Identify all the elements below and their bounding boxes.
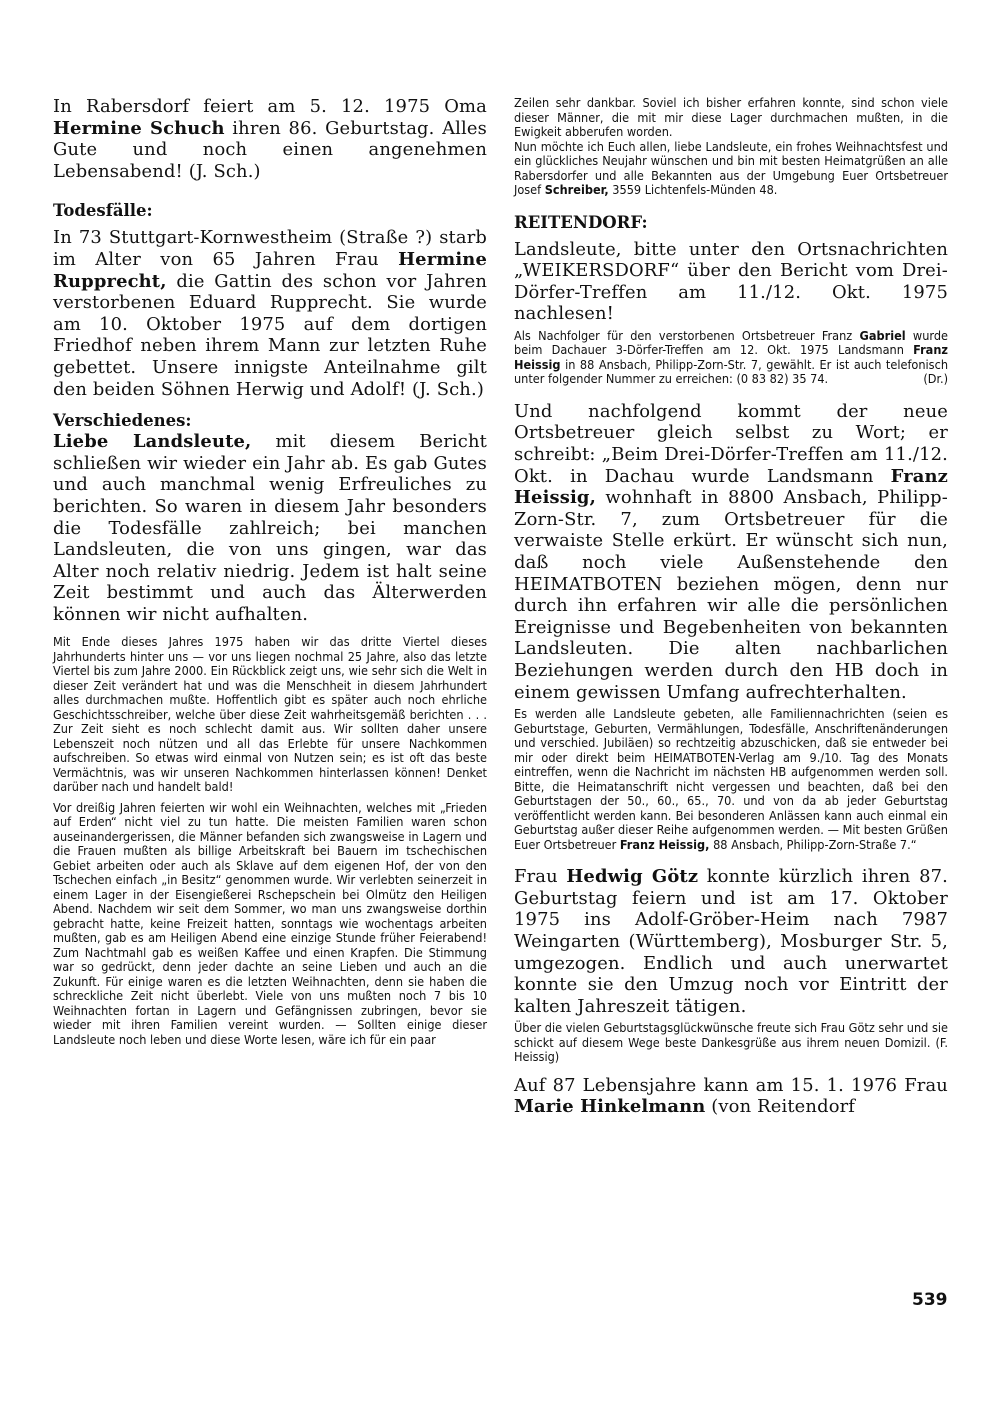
birthday-notice-schuch: [53, 96, 487, 182]
notice-text: Und nachfolgend kommt der neue Ortsbetreuer gleich selbst zu Wort; er schreibt: „Beim Drei-Dörfer-Treffen am 11./12. Okt. in Dachau wurde Landsmann: [514, 400, 948, 487]
letter-continuation: Zeilen sehr dankbar. Soviel ich bisher erfahren konnte, sind schon viele dieser Männer, die mit mir diese Lager durchmachen mußten, in die Ewigkeit abberufen worden.: [514, 95, 948, 139]
notice-text: wurde beim Dachauer 3-Dörfer-Treffen am 12. Okt. 1975 Landsmann: [514, 327, 948, 358]
birthday-notice-goetz: [514, 866, 948, 1017]
notice-text: ihren 86. Geburtstag. Alles Gute und noch einen angenehmen Lebensabend! (J. Sch.): [53, 117, 487, 182]
notice-text: Nun möchte ich Euch allen, liebe Landsleute, ein frohes Weihnachtsfest und ein glückliches Neujahr wünschen und bin mit besten Heimatgrüßen an alle Rabersdorfer und alle Bekannten aus der Umgebung Euer Ortsbetreuer Josef: [514, 138, 948, 197]
notice-text: wohnhaft in 8800 Ansbach, Philipp-Zorn-Str. 7, zum Ortsbetreuer für die verwaiste Stelle erkürt. Er wünscht sich nun, daß noch viele Außenstehende den HEIMATBOTEN beziehen mögen, denn nur durch ihn erfahren wir alle die persönlichen Ereignisse und Begebenheiten von bekannten Landsleuten. Die alten nachbarlichen Beziehungen werden durch den HB doch in einem gewissen Umfang aufrechterhalten.: [514, 487, 948, 703]
person-name: Gabriel: [859, 327, 906, 343]
letter-reflection: Mit Ende dieses Jahres 1975 haben wir das dritte Viertel dieses Jahrhunderts hinter uns — vor uns liegen nochmal 25 Jahre, also das letzte Viertel bis zum Jahre 2000. Ein Rückblick zeigt uns, wie sehr sich die Welt in dieser Zeit verändert hat und was die Menschheit in diesem Jahrhundert alles durchmachen mußte. Hoffentlich gibt es später auch noch ehrliche Geschichtsschreiber, welche über diese Zeit wahrheitsgemäß berichten . . . Zur Zeit sieht es noch schlecht damit aus. Wir sollten daher unsere Lebenszeit noch nützen und all das Erlebte für unsere Nachkommen aufschreiben. So etwas wird einmal von Nutzen sein; es ist oft das beste Vermächtnis, was wir unseren Nachkommen hinterlassen können! Denket darüber nach und handelt bald!: [53, 634, 487, 795]
person-name: Marie Hinkelmann: [514, 1096, 706, 1118]
death-notice-rupprecht: [53, 227, 487, 400]
family-news-request: [514, 707, 948, 852]
letter-text: mit diesem Bericht schließen wir wieder ein Jahr ab. Es gab Gutes und auch manchmal wenig Erfreuliches zu berichten. So waren in diesem Jahr besonders die Todesfälle zahlreich; bei manchen Landsleuten, die von uns gingen, war das Alter noch relativ niedrig. Jedem ist halt seine Zeit bestimmt und auch das Älterwerden können wir nicht aufhalten.: [53, 431, 487, 625]
person-name: Hermine Schuch: [53, 117, 225, 139]
notice-text: Als Nachfolger für den verstorbenen Ortsbetreuer Franz: [514, 327, 860, 343]
section-heading-todesfaelle: Todesfälle:: [53, 201, 153, 221]
right-column: [514, 96, 948, 1118]
author-signature: (Dr.): [923, 371, 948, 387]
notice-text: 88 Ansbach, Philipp-Zorn-Straße 7.“: [709, 836, 917, 852]
letter-closing: [514, 140, 948, 198]
person-name: Hermine Rupprecht,: [53, 248, 487, 292]
letter-memory: Vor dreißig Jahren feierten wir wohl ein Weihnachten, welches mit „Frieden auf Erden“ nicht viel zu tun hatte. Die meisten Familien waren schon auseinandergerissen, die Männer befanden sich zwangsweise in Lagern und die Frauen mußten als billige Arbeitskraft bei Bauern im tschechischen Gebiet arbeiten oder auch als Sklave auf dem eigenen Hof, der von den Tschechen einfach „in Besitz“ genommen wurde. Wir verlebten seinerzeit in einem Lager in der Eisengießerei Rschepschein bei Olmütz den Heiligen Abend. Nachdem wir seit dem Sommer, wo man uns zwangsweise dorthin gebracht hatte, keine Freizeit hatten, sonntags wie wochentags arbeiten mußten, gab es am Heiligen Abend eine einzige Stunde früher Feierabend! Zum Nachtmahl gab es weißen Kaffee und einen Krapfen. Die Stimmung war so gedrückt, denn jeder dachte an seine Lieben und auch an die Zukunft. Für einige waren es die letzten Weihnachten, denn sie haben die schreckliche Zeit nicht überlebt. Viele von uns mußten noch 7 bis 10 Weihnachten fortan in Lagern und Gefängnissen zubringen, bevor sie wieder mit ihren Familien vereint wurden. — Sollten einige dieser Landsleute noch leben und diese Worte lesen, wäre ich für ein paar: [53, 799, 487, 1047]
salutation: Liebe Landsleute,: [53, 431, 252, 453]
notice-text: in 88 Ansbach, Philipp-Zorn-Str. 7, gewählt. Er ist auch telefonisch unter folgender Nummer zu erreichen: (0 83 82) 35 74.: [514, 356, 948, 387]
birthday-notice-hinkelmann: [514, 1075, 948, 1118]
notice-text: 3559 Lichtenfels-Münden 48.: [608, 182, 778, 197]
caretaker-statement: [514, 401, 948, 703]
person-name: Franz Heissig,: [619, 836, 710, 852]
thanks-notice-goetz: Über die vielen Geburtstagsglückwünsche freute sich Frau Götz sehr und sie schickt auf diesem Wege beste Dankesgrüße aus ihrem neuen Domizil. (F. Heissig): [514, 1020, 948, 1065]
notice-text: Es werden alle Landsleute gebeten, alle Familiennachrichten (seien es Geburtstage, Geburten, Vermählungen, Todesfälle, Anschriftenänderungen und verschied. Jubiläen) so rechtzeitig abzuschicken, daß sie entweder bei mir oder direkt beim HEIMATBOTEN-Verlag am 9./10. Tag des Monats eintreffen, wenn die Nachricht im nächsten HB aufgenommen werden soll. Bitte, die Heimatanschrift nicht vergessen und beachten, daß bei den Geburtstagen der 50., 60., 65., 70. und von da ab jeder Geburtstag veröffentlicht werden kann. Bei besonderen Anlässen kann auch einmal ein Geburtstag außer dieser Reihe aufgenommen werden. — Mit besten Grüßen Euer Ortsbetreuer: [514, 706, 948, 852]
notice-text: Frau: [514, 866, 567, 888]
reitendorf-reference: Landsleute, bitte unter den Ortsnachrichten „WEIKERSDORF“ über den Bericht vom Drei-Dörfer-Treffen am 11./12. Okt. 1975 nachlesen!: [514, 238, 948, 325]
page-number: 539: [912, 1290, 948, 1310]
notice-text: konnte kürzlich ihren 87. Geburtstag feiern und ist am 17. Oktober 1975 ins Adolf-Gröber-Heim nach 7987 Weingarten (Württemberg), Mosburger Str. 5, umgezogen. Endlich und auch unerwartet konnte sie den Umzug noch vor Eintritt der kalten Jahreszeit tätigen.: [514, 866, 948, 1017]
section-heading-verschiedenes: Verschiedenes:: [53, 411, 192, 431]
section-heading-reitendorf: REITENDORF:: [514, 212, 648, 232]
letter-intro: [53, 431, 487, 625]
notice-text: In Rabersdorf feiert am 5. 12. 1975 Oma: [53, 96, 487, 117]
person-name: Hedwig Götz: [566, 866, 699, 888]
new-caretaker-notice: [514, 329, 948, 387]
notice-text: die Gattin des schon vor Jahren verstorbenen Eduard Rupprecht. Sie wurde am 10. Oktober 1975 auf dem dortigen Friedhof neben ihrem Mann zur letzten Ruhe gebettet. Unsere innigste Anteilnahme gilt den beiden Söhnen Herwig und Adolf! (J. Sch.): [53, 270, 487, 400]
person-name: Franz Heissig: [514, 342, 948, 372]
left-column: [53, 96, 487, 1047]
notice-text: (von Reitendorf: [705, 1096, 856, 1118]
notice-text: In 73 Stuttgart-Kornwestheim (Straße ?) starb im Alter von 65 Jahren Frau: [53, 227, 487, 270]
notice-text: Auf 87 Lebensjahre kann am 15. 1. 1976 Frau: [514, 1074, 948, 1096]
person-name: Schreiber,: [544, 182, 609, 197]
person-name: Franz Heissig,: [514, 465, 948, 509]
